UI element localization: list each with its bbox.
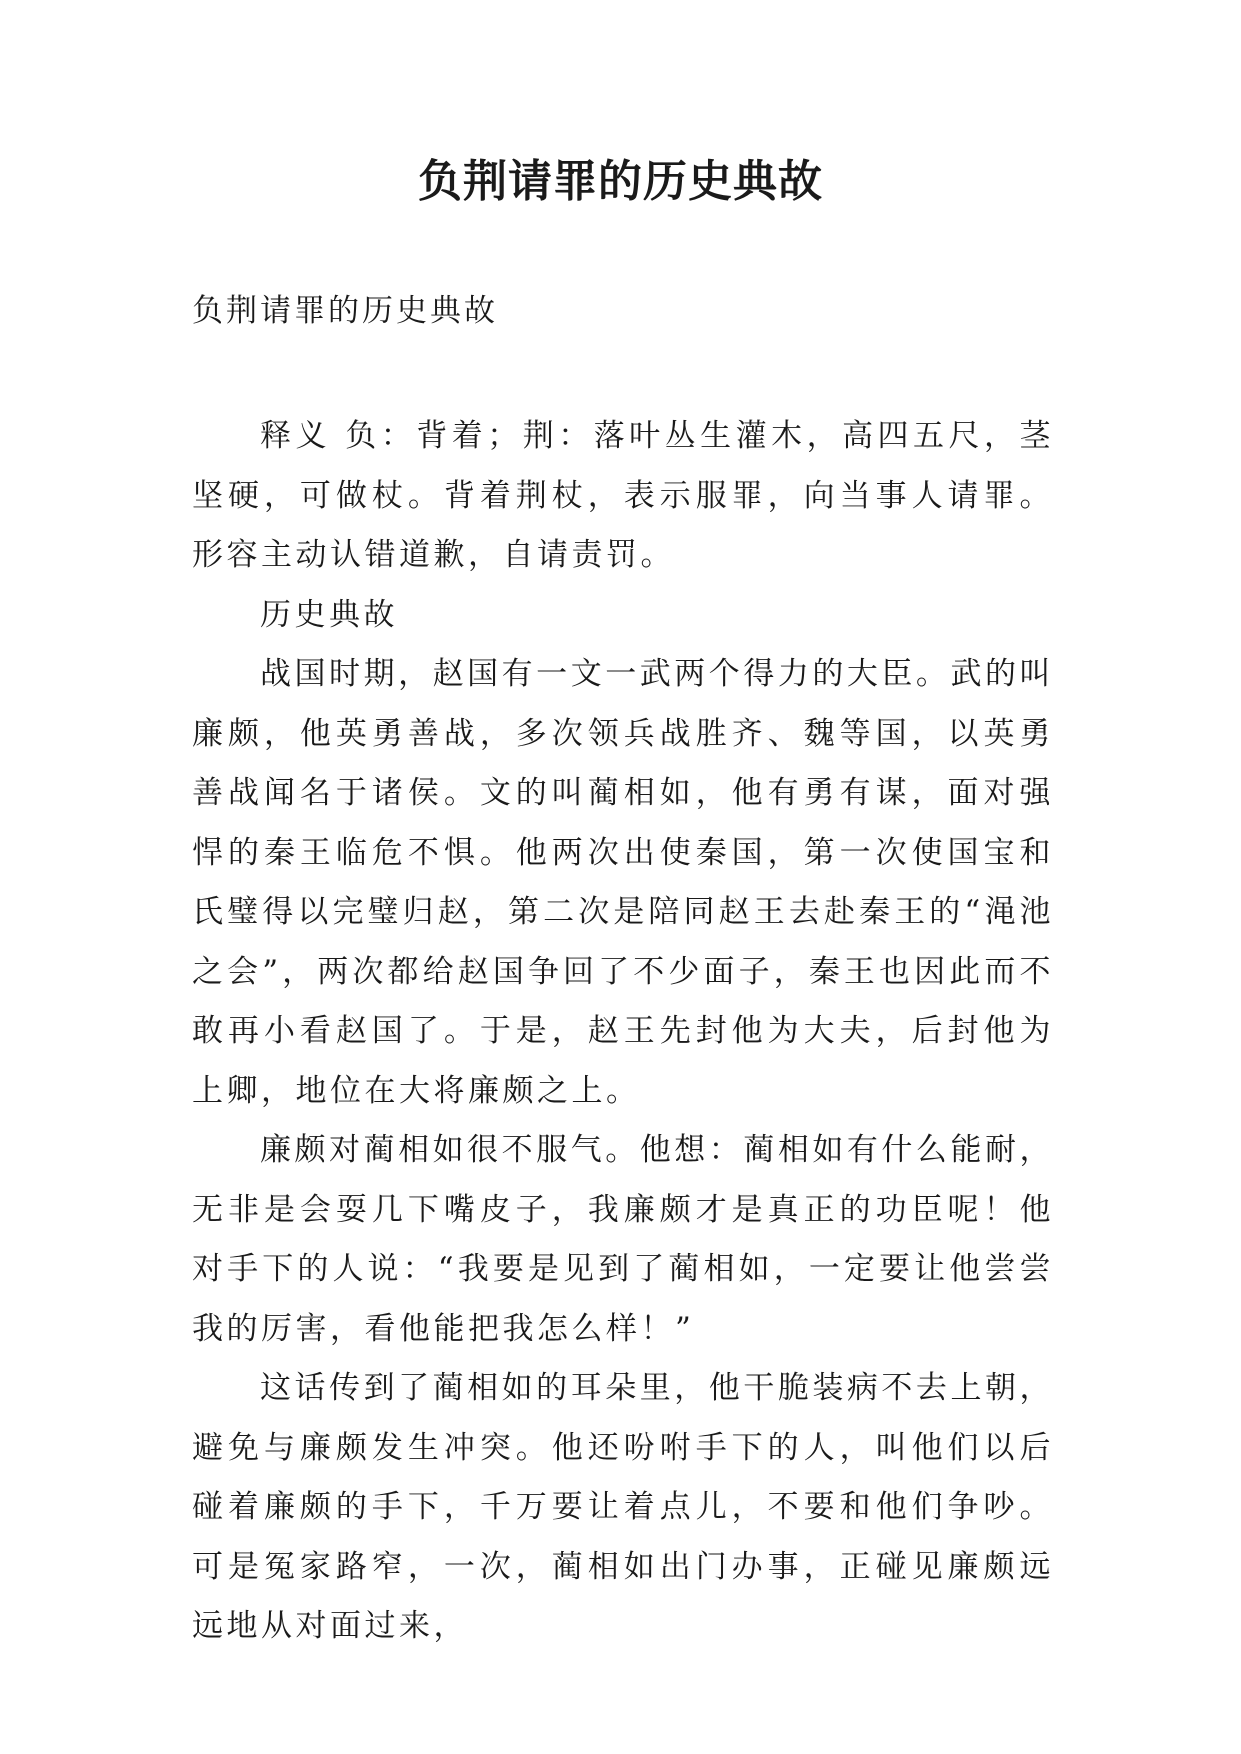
paragraph-history-1: 战国时期，赵国有一文一武两个得力的大臣。武的叫廉颇，他英勇善战，多次领兵战胜齐、魏等国，以英勇善战闻名于诸侯。文的叫蔺相如，他有勇有谋，面对强悍的秦王临危不惧。他两次出使秦国，第一次使国宝和氏璧得以完璧归赵，第二次是陪同赵王去赴秦王的“渑池之会”，两次都给赵国争回了不少面子，秦王也因此而不敢再小看赵国了。于是，赵王先封他为大夫，后封他为上卿，地位在大将廉颇之上。 (192, 656, 1054, 1109)
paragraph-history-2: 廉颇对蔺相如很不服气。他想：蔺相如有什么能耐，无非是会耍几下嘴皮子，我廉颇才是真正的功臣呢！他对手下的人说：“我要是见到了蔺相如，一定要让他尝尝我的厉害，看他能把我怎么样！” (192, 1132, 1054, 1347)
document-body (192, 407, 1054, 1657)
paragraph-history-3: 这话传到了蔺相如的耳朵里，他干脆装病不去上朝，避免与廉颇发生冲突。他还吩咐手下的人，叫他们以后碰着廉颇的手下，千万要让着点儿，不要和他们争吵。可是冤家路窄，一次，蔺相如出门办事，正碰见廉颇远远地从对面过来， (192, 1370, 1054, 1644)
paragraph-heading-history: 历史典故 (260, 596, 398, 633)
paragraph-definition: 释义 负：背着；荆：落叶丛生灌木，高四五尺，茎坚硬，可做杖。背着荆杖，表示服罪，向当事人请罪。形容主动认错道歉，自请责罚。 (192, 418, 1054, 573)
document-subtitle: 负荆请罪的历史典故 (192, 293, 498, 329)
document-title: 负荆请罪的历史典故 (418, 156, 823, 207)
